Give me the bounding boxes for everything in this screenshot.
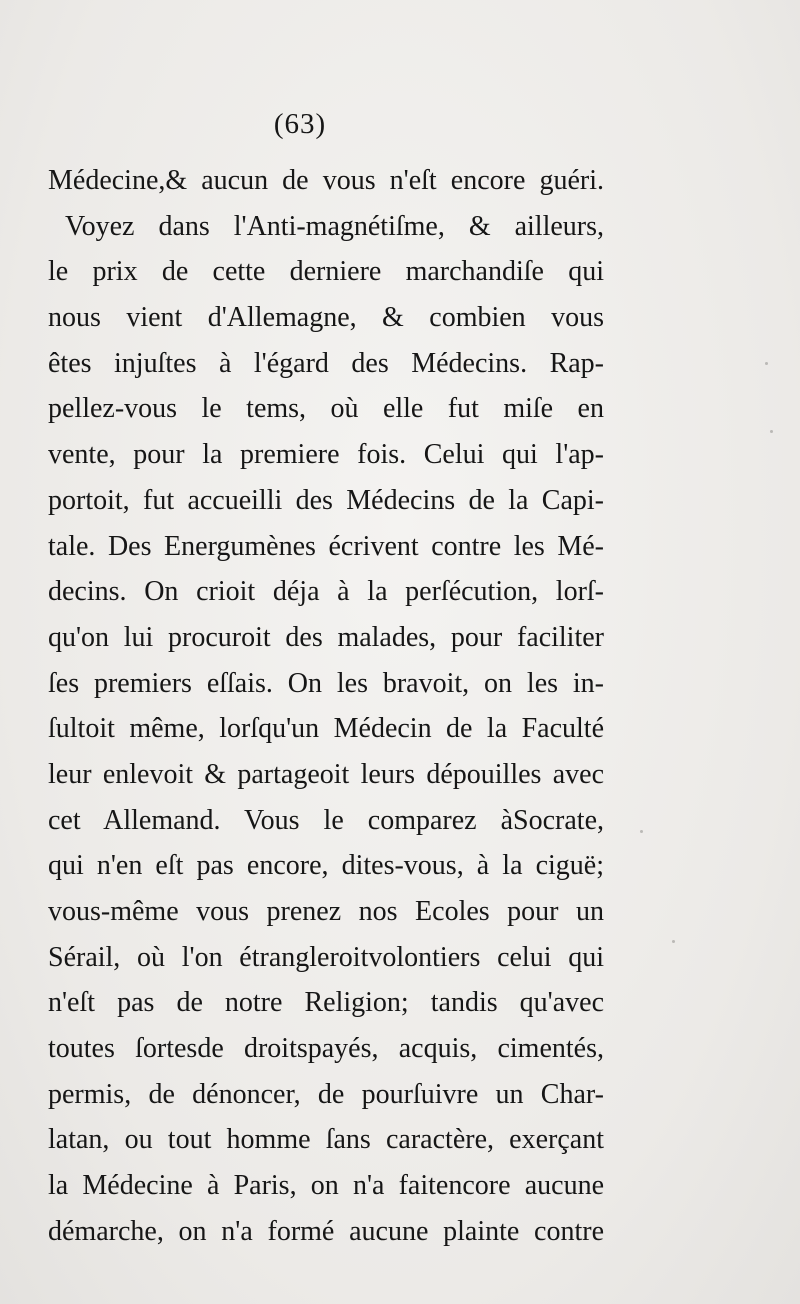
- text-line: toutes ſortesde droitspayés, acquis, cimentés,: [48, 1033, 604, 1065]
- paper-speck: [640, 830, 643, 833]
- text-line: decins. On crioit déja à la perſécution, lorſ-: [48, 576, 604, 608]
- text-line: cet Allemand. Vous le comparez àSocrate,: [48, 804, 604, 836]
- paper-speck: [672, 940, 675, 943]
- text-line: Voyez dans l'Anti-magnétiſme, & ailleurs,: [65, 210, 604, 242]
- text-line: Sérail, où l'on étrangleroitvolontiers celui qui: [48, 941, 604, 973]
- body-text: [48, 158, 604, 1255]
- text-line: leur enlevoit & partageoit leurs dépouilles avec: [48, 758, 604, 790]
- text-line: qui n'en eſt pas encore, dites-vous, à la ciguë;: [48, 850, 604, 882]
- paper-speck: [770, 430, 773, 433]
- text-line: permis, de dénoncer, de pourſuivre un Char-: [48, 1078, 604, 1110]
- text-line: pellez-vous le tems, où elle fut miſe en: [48, 393, 604, 425]
- text-line: nous vient d'Allemagne, & combien vous: [48, 302, 604, 334]
- text-line: êtes injuſtes à l'égard des Médecins. Rap-: [48, 347, 604, 379]
- text-line: le prix de cette derniere marchandiſe qui: [48, 256, 604, 288]
- text-line: vente, pour la premiere fois. Celui qui l'ap-: [48, 439, 604, 471]
- text-line: Médecine,& aucun de vous n'eſt encore guéri.: [48, 165, 604, 196]
- text-line: ſultoit même, lorſqu'un Médecin de la Faculté: [48, 713, 604, 745]
- page-number: (63): [273, 108, 327, 140]
- text-line: ſes premiers eſſais. On les bravoit, on les in-: [48, 667, 604, 699]
- text-line: latan, ou tout homme ſans caractère, exerçant: [48, 1124, 604, 1156]
- text-line: vous-même vous prenez nos Ecoles pour un: [48, 896, 604, 927]
- text-line: portoit, fut accueilli des Médecins de la Capi-: [48, 484, 604, 516]
- paper-speck: [765, 362, 768, 365]
- text-line: la Médecine à Paris, on n'a faitencore aucune: [48, 1170, 604, 1202]
- text-line: tale. Des Energumènes écrivent contre les Mé-: [48, 530, 604, 562]
- text-line: qu'on lui procuroit des malades, pour faciliter: [48, 621, 604, 653]
- text-line: démarche, on n'a formé aucune plainte contre: [48, 1215, 604, 1247]
- text-line: n'eſt pas de notre Religion; tandis qu'avec: [48, 987, 604, 1019]
